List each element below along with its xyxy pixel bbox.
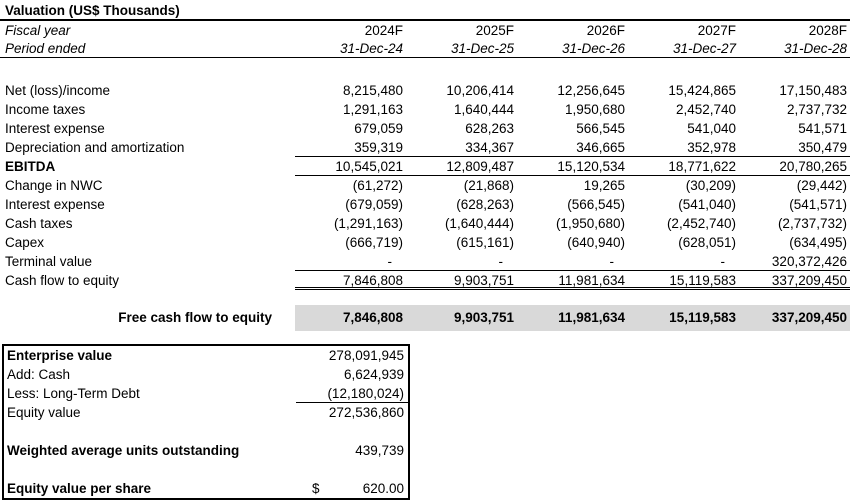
summary-label: Weighted average units outstanding — [7, 443, 240, 458]
cell-value: 12,809,487 — [446, 159, 514, 174]
row-label: Net (loss)/income — [5, 83, 111, 98]
cell-value: (615,161) — [456, 235, 514, 250]
summary-label: Equity value — [7, 405, 81, 420]
cell-value: 11,981,634 — [558, 273, 625, 288]
valuation-summary-box — [2, 344, 410, 500]
fcfe-value: 15,119,583 — [669, 310, 736, 325]
period-end-date: 31-Dec-27 — [672, 41, 736, 56]
cell-value: 541,571 — [798, 121, 847, 136]
table-row — [0, 214, 850, 233]
row-label: Interest expense — [5, 121, 105, 136]
cell-value: - — [498, 254, 503, 269]
table-row — [0, 81, 850, 100]
fcfe-label: Free cash flow to equity — [118, 310, 272, 325]
cell-value: (21,868) — [463, 178, 514, 193]
cell-value: (634,495) — [789, 235, 847, 250]
summary-row — [4, 441, 408, 460]
cell-value: 17,150,483 — [779, 83, 847, 98]
table-row — [0, 271, 850, 290]
row-label: Change in NWC — [5, 178, 103, 193]
cell-value: 346,665 — [576, 140, 625, 155]
cell-value: 1,640,444 — [453, 102, 514, 117]
fiscal-year-label: Fiscal year — [5, 23, 71, 38]
period-ended-label: Period ended — [5, 41, 86, 56]
cell-value: 10,206,414 — [446, 83, 514, 98]
summary-spacer-row — [4, 460, 408, 479]
cell-value: 334,367 — [465, 140, 514, 155]
summary-label: Enterprise value — [7, 348, 113, 363]
fcfe-value: 337,209,450 — [771, 310, 847, 325]
row-label: Terminal value — [5, 254, 93, 269]
cell-value: 8,215,480 — [342, 83, 403, 98]
summary-label: Add: Cash — [7, 367, 71, 382]
row-label: Capex — [5, 235, 45, 250]
cell-value: - — [720, 254, 725, 269]
cell-value: (61,272) — [352, 178, 403, 193]
row-label: EBITDA — [5, 159, 56, 174]
cell-value: 337,209,450 — [771, 273, 847, 288]
cell-value: 1,950,680 — [564, 102, 625, 117]
cell-value: (541,571) — [789, 197, 847, 212]
cell-value: 350,479 — [798, 140, 847, 155]
period-end-date: 31-Dec-28 — [783, 41, 847, 56]
cell-value: (679,059) — [345, 197, 403, 212]
row-label: Cash flow to equity — [5, 273, 120, 288]
cell-value: 19,265 — [583, 178, 625, 193]
cell-value: (1,950,680) — [555, 216, 625, 231]
fcfe-value: 9,903,751 — [453, 310, 514, 325]
year-header: 2028F — [808, 23, 847, 38]
table-row — [0, 195, 850, 214]
cell-value: (2,452,740) — [666, 216, 736, 231]
summary-value: 272,536,860 — [328, 405, 404, 420]
cell-value: (29,442) — [796, 178, 847, 193]
fcfe-row — [0, 305, 850, 331]
summary-value: 6,624,939 — [343, 367, 404, 382]
fcfe-value: 7,846,808 — [342, 310, 403, 325]
cell-value: 320,372,426 — [771, 254, 847, 269]
cell-value: (1,640,444) — [444, 216, 514, 231]
summary-spacer-row — [4, 422, 408, 441]
cell-value: 679,059 — [354, 121, 403, 136]
cell-value: 15,120,534 — [557, 159, 625, 174]
summary-row — [4, 346, 408, 365]
sheet-title: Valuation (US$ Thousands) — [5, 3, 180, 18]
summary-row — [4, 403, 408, 422]
cell-value: - — [609, 254, 614, 269]
cell-value: 566,545 — [576, 121, 625, 136]
summary-value: 620.00 — [362, 481, 404, 496]
fcfe-highlight-band — [295, 305, 850, 331]
cell-value: 2,452,740 — [675, 102, 736, 117]
cell-value: (640,940) — [567, 235, 625, 250]
cell-value: (2,737,732) — [777, 216, 847, 231]
summary-value: 278,091,945 — [328, 348, 404, 363]
table-row — [0, 233, 850, 252]
cell-value: 7,846,808 — [342, 273, 403, 288]
table-row — [0, 176, 850, 195]
cell-value: 1,291,163 — [342, 102, 403, 117]
year-header: 2027F — [697, 23, 736, 38]
summary-label: Less: Long-Term Debt — [7, 386, 140, 401]
year-header: 2026F — [586, 23, 625, 38]
cell-value: 628,263 — [465, 121, 514, 136]
year-header: 2025F — [475, 23, 514, 38]
cell-value: 20,780,265 — [779, 159, 847, 174]
cell-value: (566,545) — [567, 197, 625, 212]
period-end-date: 31-Dec-25 — [450, 41, 514, 56]
row-label: Income taxes — [5, 102, 86, 117]
row-label: Cash taxes — [5, 216, 73, 231]
cell-value: 12,256,645 — [557, 83, 625, 98]
period-end-date: 31-Dec-24 — [339, 41, 403, 56]
cell-value: 15,119,583 — [669, 273, 736, 288]
fiscal-year-row — [0, 21, 850, 40]
cell-value: (628,263) — [456, 197, 514, 212]
cell-value: 9,903,751 — [453, 273, 514, 288]
cell-value: (628,051) — [678, 235, 736, 250]
summary-row — [4, 365, 408, 384]
table-row — [0, 119, 850, 138]
cell-value: 541,040 — [687, 121, 736, 136]
summary-label: Equity value per share — [7, 481, 152, 496]
cell-value: - — [387, 254, 392, 269]
summary-row — [4, 384, 408, 403]
cell-value: (30,209) — [685, 178, 736, 193]
row-label: Depreciation and amortization — [5, 140, 185, 155]
cell-value: 18,771,622 — [668, 159, 736, 174]
cell-value: (541,040) — [678, 197, 736, 212]
summary-value: (12,180,024) — [296, 384, 408, 403]
cell-value: 10,545,021 — [335, 159, 403, 174]
cell-value: 15,424,865 — [668, 83, 736, 98]
title-row — [0, 2, 850, 21]
summary-row-equity-per-share — [4, 479, 408, 498]
table-row — [0, 252, 850, 271]
fcfe-value: 11,981,634 — [558, 310, 625, 325]
currency-symbol: $ — [312, 481, 320, 496]
row-label: Interest expense — [5, 197, 105, 212]
cell-value: 359,319 — [354, 140, 403, 155]
cell-value: 2,737,732 — [786, 102, 847, 117]
table-row — [0, 100, 850, 119]
period-end-date: 31-Dec-26 — [561, 41, 625, 56]
cell-value: 352,978 — [687, 140, 736, 155]
cell-value: (1,291,163) — [333, 216, 403, 231]
cell-value: (666,719) — [345, 235, 403, 250]
table-row — [0, 138, 850, 157]
summary-value: 439,739 — [355, 443, 404, 458]
period-ended-row — [0, 40, 850, 58]
year-header: 2024F — [364, 23, 403, 38]
table-row-ebitda — [0, 157, 850, 176]
